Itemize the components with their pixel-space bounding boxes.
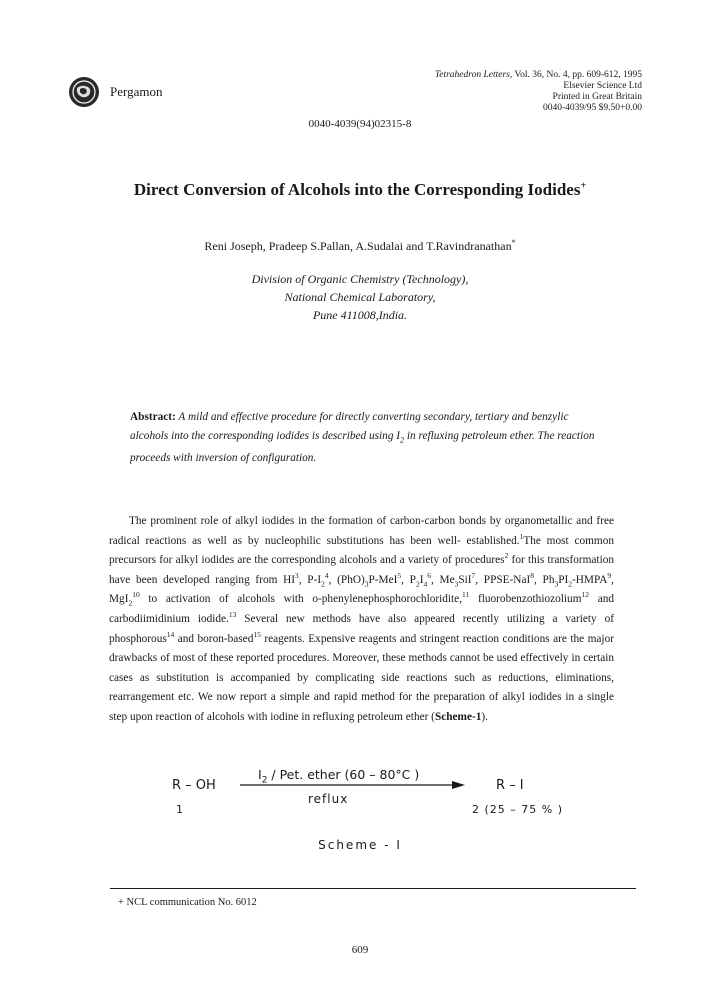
title-footnote-mark: +	[580, 180, 587, 192]
abstract-sub: 2	[400, 435, 405, 445]
ref-mark: 5	[397, 571, 402, 581]
affiliation-line-2: National Chemical Laboratory,	[284, 290, 436, 304]
body-text: fluorobenzothiozolium	[469, 593, 582, 606]
body-text: PI	[558, 573, 569, 586]
body-text: and boron-based	[174, 632, 254, 645]
footnote-rule	[110, 888, 636, 889]
author-list	[0, 238, 720, 254]
journal-info	[435, 70, 642, 114]
scheme-label: Scheme - I	[318, 838, 402, 852]
ref-mark: 9	[607, 571, 612, 581]
body-text: , P	[401, 573, 416, 586]
subscript: 3	[454, 579, 459, 589]
body-text: reagents. Expensive reagents and stringent reaction conditions are the major drawbacks of most of these reported procedures. Moreover, these methods cannot be used effectively in certain cases as substitution is accompanied by complicating side reactions such as reductions, eliminations, rearrangement etc. We now report a simple and rapid method for the preparation of alkyl iodides in a single step upon reaction of alcohols with iodine in refluxing petroleum ether (	[109, 632, 614, 723]
paper-title-text: Direct Conversion of Alcohols into the Corresponding Iodides	[133, 180, 581, 199]
ref-mark: 2	[504, 551, 509, 561]
body-text: P-MeI	[368, 573, 398, 586]
pergamon-globe-icon	[68, 76, 100, 108]
subscript: 2	[415, 579, 420, 589]
ref-mark: 4	[324, 571, 329, 581]
body-text: , (PhO)	[328, 573, 365, 586]
footnote: + NCL communication No. 6012	[118, 897, 257, 908]
body-text: , Ph	[534, 573, 555, 586]
subscript: 3	[364, 579, 369, 589]
author-names: Reni Joseph, Pradeep S.Pallan, A.Sudalai and T.Ravindranathan	[204, 239, 512, 253]
ref-mark: 11	[462, 590, 470, 600]
body-text: , PPSE-NaI	[475, 573, 531, 586]
body-text: , Me	[430, 573, 455, 586]
paper-title	[0, 180, 720, 200]
body-text: SiI	[458, 573, 472, 586]
affiliation-line-1: Division of Organic Chemistry (Technology),	[251, 272, 469, 286]
journal-price: 0040-4039/95 $9.50+0.00	[542, 103, 642, 113]
scheme-reagent-solvent: / Pet. ether (60 – 80°C )	[267, 767, 420, 782]
body-text: and carbodiimidinium iodide.	[109, 593, 615, 625]
scheme-reference: Scheme-1	[434, 710, 482, 723]
scheme-reagent-iodine: I	[258, 767, 262, 782]
journal-name: Tetrahedron Letters	[434, 70, 510, 80]
scheme-reactant: R – OH	[172, 778, 216, 793]
body-paragraph	[109, 512, 614, 728]
body-text: The prominent role of alkyl iodides in the formation of carbon-carbon bonds by organometallic and free radical reactions as well as by nucleophilic substitutions has been well- established.	[109, 515, 614, 547]
body-text: , MgI	[109, 573, 614, 606]
subscript: 4	[423, 579, 428, 589]
ref-mark: 13	[228, 610, 237, 620]
ref-mark: 3	[295, 571, 299, 581]
body-text: Several new methods have also appeared recently utilizing a variety of phosphorous	[109, 612, 614, 645]
page-number: 609	[351, 944, 369, 956]
ref-mark: 1	[519, 531, 524, 541]
ref-mark: 8	[530, 571, 534, 581]
ref-mark: 7	[471, 571, 476, 581]
abstract	[130, 408, 595, 468]
body-text: ).	[481, 710, 488, 723]
corresponding-author-mark: *	[511, 238, 516, 247]
subscript: 3	[554, 579, 559, 589]
body-text: -HMPA	[572, 573, 608, 586]
abstract-text-1: A mild and effective procedure for directly converting secondary, tertiary and benzylic alcohols into the corresponding iodides is described using I	[130, 411, 569, 442]
affiliation	[0, 270, 720, 324]
scheme-reagent-sub: 2	[261, 775, 268, 786]
journal-publisher: Elsevier Science Ltd	[563, 81, 642, 91]
scheme-reactant-number: 1	[176, 803, 183, 816]
abstract-label: Abstract:	[130, 411, 176, 423]
ref-mark: 14	[166, 629, 175, 639]
subscript: 2	[321, 579, 325, 589]
ref-mark: 15	[253, 629, 261, 639]
body-text: The most common precursors for alkyl iodides are the corresponding alcohols and a variety of procedures	[109, 534, 614, 567]
body-text: I	[419, 573, 424, 586]
reaction-arrow	[240, 775, 465, 792]
scheme-product: R – I	[496, 778, 524, 793]
journal-volume: , Vol. 36, No. 4, pp. 609-612, 1995	[509, 70, 642, 80]
doi-code: 0040-4039(94)02315-8	[308, 118, 412, 130]
journal-printed: Printed in Great Britain	[552, 92, 642, 102]
body-text: to activation of alcohols with o-phenylenephosphorochloridite,	[139, 593, 463, 606]
subscript: 2	[568, 579, 573, 589]
scheme-product-number: 2 (25 – 75 % )	[472, 803, 564, 816]
scheme-condition: reflux	[308, 792, 349, 806]
ref-mark: 10	[132, 590, 140, 600]
body-text: for this transformation have been developed ranging from HI	[109, 554, 614, 586]
ref-mark: 12	[581, 590, 589, 600]
publisher-name: Pergamon	[110, 84, 163, 99]
body-text: , P-I	[298, 573, 322, 586]
subscript: 2	[128, 598, 133, 608]
ref-mark: 6	[427, 571, 431, 581]
affiliation-line-3: Pune 411008,India.	[312, 308, 408, 322]
abstract-text-2: in refluxing petroleum ether. The reaction proceeds with inversion of configuration.	[130, 430, 595, 465]
